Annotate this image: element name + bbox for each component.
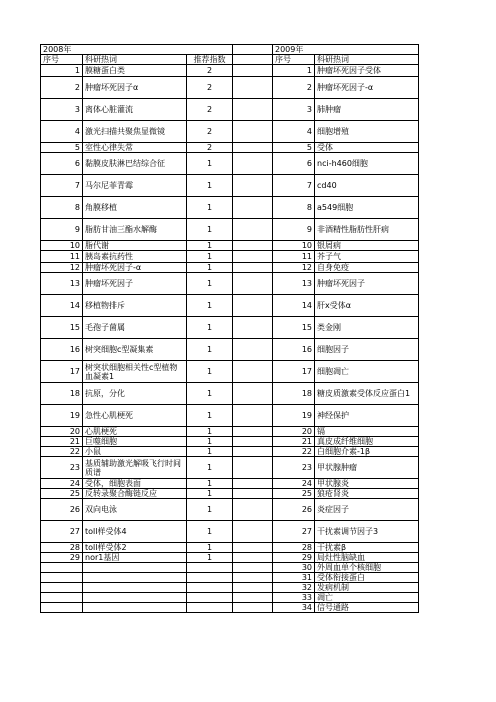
- left-index-cell[interactable]: 5: [41, 143, 83, 153]
- right-index-cell[interactable]: 20: [273, 427, 315, 437]
- table-row: [41, 437, 419, 447]
- right-term-cell[interactable]: 芥子气: [315, 251, 419, 263]
- table-row: [41, 143, 419, 153]
- left-term-header[interactable]: 科研热词: [83, 55, 187, 65]
- left-term-cell[interactable]: [83, 563, 187, 573]
- table-row: [41, 153, 419, 175]
- left-count-cell[interactable]: 2: [187, 77, 233, 99]
- left-count-cell[interactable]: 1: [187, 499, 233, 521]
- right-index-cell[interactable]: 29: [273, 553, 315, 563]
- left-index-cell[interactable]: 8: [41, 197, 83, 219]
- left-term-cell[interactable]: 脂肪甘油三酯水解酶: [83, 219, 187, 241]
- gap-cell: [233, 219, 273, 241]
- right-term-cell[interactable]: 局灶性脑缺血: [315, 553, 419, 563]
- left-index-cell[interactable]: [41, 603, 83, 613]
- left-term-cell[interactable]: 黏膜皮肤淋巴结综合征: [83, 153, 187, 175]
- left-count-cell[interactable]: 1: [187, 197, 233, 219]
- right-index-cell[interactable]: 13: [273, 273, 315, 295]
- table-row: [41, 263, 419, 273]
- left-term-cell[interactable]: 双向电泳: [83, 499, 187, 521]
- left-term-cell[interactable]: 角膜移植: [83, 197, 187, 219]
- left-count-cell[interactable]: 1: [187, 241, 233, 251]
- header-row: [41, 55, 419, 65]
- right-index-cell[interactable]: 24: [273, 479, 315, 489]
- left-index-cell[interactable]: 19: [41, 405, 83, 427]
- gap-cell: [233, 77, 273, 99]
- table-row: [41, 77, 419, 99]
- gap-cell: [233, 263, 273, 273]
- right-index-cell[interactable]: 8: [273, 197, 315, 219]
- left-index-cell[interactable]: 13: [41, 273, 83, 295]
- left-index-cell[interactable]: 25: [41, 489, 83, 499]
- right-term-cell[interactable]: 干扰素调节因子3: [315, 521, 419, 543]
- left-count-cell[interactable]: [187, 603, 233, 613]
- right-term-cell[interactable]: 细胞因子: [315, 339, 419, 361]
- table-row: [41, 489, 419, 499]
- gap-cell: [233, 153, 273, 175]
- table-row: [41, 219, 419, 241]
- left-count-cell[interactable]: 1: [187, 457, 233, 479]
- year-row: [41, 45, 419, 55]
- table-row: [41, 457, 419, 479]
- gap-cell: [233, 121, 273, 143]
- right-index-cell[interactable]: 3: [273, 99, 315, 121]
- left-term-cell[interactable]: 抗原，分化: [83, 383, 187, 405]
- right-term-cell[interactable]: 甲状腺肿瘤: [315, 457, 419, 479]
- right-term-cell[interactable]: cd40: [315, 175, 419, 197]
- right-term-cell[interactable]: 细胞增殖: [315, 121, 419, 143]
- left-count-cell[interactable]: 2: [187, 121, 233, 143]
- left-index-cell[interactable]: 9: [41, 219, 83, 241]
- right-term-cell[interactable]: 肺肿瘤: [315, 99, 419, 121]
- left-count-cell[interactable]: [187, 593, 233, 603]
- right-term-cell[interactable]: 肿瘤坏死因子-α: [315, 77, 419, 99]
- right-index-cell[interactable]: 25: [273, 489, 315, 499]
- left-count-cell[interactable]: [187, 583, 233, 593]
- table-row: [41, 543, 419, 553]
- left-count-cell[interactable]: 1: [187, 361, 233, 383]
- table-row: [41, 175, 419, 197]
- left-count-cell[interactable]: 1: [187, 553, 233, 563]
- left-count-cell[interactable]: 2: [187, 99, 233, 121]
- right-index-cell[interactable]: 23: [273, 457, 315, 479]
- table-row: [41, 573, 419, 583]
- table-row: [41, 121, 419, 143]
- gap-cell: [233, 383, 273, 405]
- table-row: [41, 65, 419, 77]
- left-term-cell[interactable]: 树突状细胞相关性c型植物血凝素1: [83, 361, 187, 383]
- right-index-cell[interactable]: 6: [273, 153, 315, 175]
- right-term-cell[interactable]: 干扰素β: [315, 543, 419, 553]
- left-index-cell[interactable]: 11: [41, 251, 83, 263]
- right-term-cell[interactable]: 白细胞介素-1β: [315, 447, 419, 457]
- table-row: [41, 427, 419, 437]
- right-index-cell[interactable]: 19: [273, 405, 315, 427]
- left-term-cell[interactable]: 室性心律失常: [83, 143, 187, 153]
- left-term-cell[interactable]: 小鼠: [83, 447, 187, 457]
- right-index-cell[interactable]: 34: [273, 603, 315, 613]
- right-term-cell[interactable]: 发病机制: [315, 583, 419, 593]
- left-index-cell[interactable]: 20: [41, 427, 83, 437]
- right-index-cell[interactable]: 30: [273, 563, 315, 573]
- right-index-cell[interactable]: 14: [273, 295, 315, 317]
- left-count-cell[interactable]: 1: [187, 405, 233, 427]
- right-index-cell[interactable]: 18: [273, 383, 315, 405]
- right-term-cell[interactable]: 自身免疫: [315, 263, 419, 273]
- gap-cell: [233, 479, 273, 489]
- left-term-cell[interactable]: 离体心脏灌流: [83, 99, 187, 121]
- left-index-cell[interactable]: [41, 573, 83, 583]
- right-index-cell[interactable]: 9: [273, 219, 315, 241]
- left-index-cell[interactable]: 10: [41, 241, 83, 251]
- right-index-cell[interactable]: 31: [273, 573, 315, 583]
- right-term-cell[interactable]: 肝x受体α: [315, 295, 419, 317]
- left-term-cell[interactable]: 巨噬细胞: [83, 437, 187, 447]
- right-term-cell[interactable]: a549细胞: [315, 197, 419, 219]
- left-term-cell[interactable]: 肿瘤坏死因子-α: [83, 263, 187, 273]
- left-index-cell[interactable]: 16: [41, 339, 83, 361]
- gap-cell: [233, 543, 273, 553]
- left-index-cell[interactable]: 24: [41, 479, 83, 489]
- table-row: [41, 361, 419, 383]
- left-term-cell[interactable]: 肿瘤坏死因子: [83, 273, 187, 295]
- left-term-cell[interactable]: [83, 603, 187, 613]
- gap-cell: [233, 489, 273, 499]
- gap-cell: [233, 317, 273, 339]
- left-term-cell[interactable]: 树突细胞c型凝集素: [83, 339, 187, 361]
- table-row: [41, 479, 419, 489]
- right-index-cell[interactable]: 21: [273, 437, 315, 447]
- left-index-cell[interactable]: 3: [41, 99, 83, 121]
- right-index-cell[interactable]: 10: [273, 241, 315, 251]
- table-row: [41, 383, 419, 405]
- right-term-cell[interactable]: 甲状腺炎: [315, 479, 419, 489]
- left-count-cell[interactable]: 2: [187, 65, 233, 77]
- left-count-cell[interactable]: 1: [187, 339, 233, 361]
- year-2008-cell[interactable]: 2008年: [41, 45, 233, 55]
- left-term-cell[interactable]: 激光扫描共聚焦显微镜: [83, 121, 187, 143]
- gap-cell: [233, 251, 273, 263]
- left-index-cell[interactable]: [41, 563, 83, 573]
- right-index-cell[interactable]: 16: [273, 339, 315, 361]
- table-row: [41, 317, 419, 339]
- table-row: [41, 99, 419, 121]
- left-count-cell[interactable]: 1: [187, 447, 233, 457]
- right-index-cell[interactable]: 22: [273, 447, 315, 457]
- right-index-cell[interactable]: 28: [273, 543, 315, 553]
- gap-cell: [233, 563, 273, 573]
- gap-cell: [233, 99, 273, 121]
- right-index-cell[interactable]: 12: [273, 263, 315, 273]
- left-count-header[interactable]: 推荐指数: [187, 55, 233, 65]
- left-term-cell[interactable]: [83, 583, 187, 593]
- left-count-cell[interactable]: 1: [187, 273, 233, 295]
- right-term-header[interactable]: 科研热词: [315, 55, 419, 65]
- left-term-cell[interactable]: nor1基因: [83, 553, 187, 563]
- left-index-cell[interactable]: 22: [41, 447, 83, 457]
- table-row: [41, 499, 419, 521]
- right-term-cell[interactable]: 神经保护: [315, 405, 419, 427]
- gap-cell: [233, 521, 273, 543]
- left-term-cell[interactable]: [83, 573, 187, 583]
- gap-cell: [233, 55, 273, 65]
- right-term-cell[interactable]: 炎症因子: [315, 499, 419, 521]
- table-row: [41, 521, 419, 543]
- gap-cell: [233, 339, 273, 361]
- table-row: [41, 339, 419, 361]
- table-row: [41, 405, 419, 427]
- left-count-cell[interactable]: 1: [187, 295, 233, 317]
- left-term-cell[interactable]: 肿瘤坏死因子α: [83, 77, 187, 99]
- table-row: [41, 197, 419, 219]
- right-index-cell[interactable]: 32: [273, 583, 315, 593]
- left-count-cell[interactable]: 1: [187, 219, 233, 241]
- left-count-cell[interactable]: [187, 573, 233, 583]
- gap-cell: [233, 273, 273, 295]
- table-row: [41, 295, 419, 317]
- right-term-cell[interactable]: 外周血单个核细胞: [315, 563, 419, 573]
- gap-cell: [233, 295, 273, 317]
- table-row: [41, 241, 419, 251]
- left-index-cell[interactable]: 15: [41, 317, 83, 339]
- right-term-cell[interactable]: 受体: [315, 143, 419, 153]
- left-index-cell[interactable]: 1: [41, 65, 83, 77]
- right-term-cell[interactable]: 凋亡: [315, 593, 419, 603]
- table-row: [41, 251, 419, 263]
- left-count-cell[interactable]: 1: [187, 437, 233, 447]
- right-term-cell[interactable]: 真皮成纤维细胞: [315, 437, 419, 447]
- right-index-cell[interactable]: 2: [273, 77, 315, 99]
- table-row: [41, 447, 419, 457]
- left-count-cell[interactable]: 1: [187, 251, 233, 263]
- left-count-cell[interactable]: 1: [187, 263, 233, 273]
- table-row: [41, 273, 419, 295]
- left-count-cell[interactable]: 1: [187, 479, 233, 489]
- left-index-cell[interactable]: 17: [41, 361, 83, 383]
- left-count-cell[interactable]: 1: [187, 489, 233, 499]
- left-index-cell[interactable]: 4: [41, 121, 83, 143]
- right-term-cell[interactable]: 肿瘤坏死因子: [315, 273, 419, 295]
- right-term-cell[interactable]: 细胞凋亡: [315, 361, 419, 383]
- right-index-cell[interactable]: 11: [273, 251, 315, 263]
- right-index-cell[interactable]: 5: [273, 143, 315, 153]
- gap-cell: [233, 447, 273, 457]
- left-term-cell[interactable]: 反转录聚合酶链反应: [83, 489, 187, 499]
- gap-cell: [233, 45, 273, 55]
- gap-cell: [233, 405, 273, 427]
- left-index-cell[interactable]: 29: [41, 553, 83, 563]
- gap-cell: [233, 143, 273, 153]
- left-count-cell[interactable]: 1: [187, 383, 233, 405]
- left-index-cell[interactable]: 28: [41, 543, 83, 553]
- left-index-cell[interactable]: 27: [41, 521, 83, 543]
- left-count-cell[interactable]: 1: [187, 175, 233, 197]
- left-index-cell[interactable]: 23: [41, 457, 83, 479]
- left-index-header[interactable]: 序号: [41, 55, 83, 65]
- table-row: [41, 593, 419, 603]
- left-term-cell[interactable]: 移植物排斥: [83, 295, 187, 317]
- right-term-cell[interactable]: nci-h460细胞: [315, 153, 419, 175]
- left-term-cell[interactable]: [83, 593, 187, 603]
- left-index-cell[interactable]: 14: [41, 295, 83, 317]
- right-index-cell[interactable]: 4: [273, 121, 315, 143]
- left-term-cell[interactable]: 基质辅助激光解吸飞行时间质谱: [83, 457, 187, 479]
- gap-cell: [233, 603, 273, 613]
- gap-cell: [233, 457, 273, 479]
- gap-cell: [233, 437, 273, 447]
- right-index-cell[interactable]: 27: [273, 521, 315, 543]
- left-term-cell[interactable]: 心肌梗死: [83, 427, 187, 437]
- gap-cell: [233, 553, 273, 563]
- right-term-cell[interactable]: 肿瘤坏死因子受体: [315, 65, 419, 77]
- left-term-cell[interactable]: 膜糖蛋白类: [83, 65, 187, 77]
- gap-cell: [233, 65, 273, 77]
- left-count-cell[interactable]: 1: [187, 521, 233, 543]
- right-term-cell[interactable]: 类金刚: [315, 317, 419, 339]
- right-term-cell[interactable]: 狼疮肾炎: [315, 489, 419, 499]
- right-term-cell[interactable]: 银屑病: [315, 241, 419, 251]
- left-index-cell[interactable]: [41, 583, 83, 593]
- left-count-cell[interactable]: 2: [187, 143, 233, 153]
- left-term-cell[interactable]: toll样受体2: [83, 543, 187, 553]
- left-count-cell[interactable]: 1: [187, 427, 233, 437]
- left-term-cell[interactable]: 毛孢子菌属: [83, 317, 187, 339]
- gap-cell: [233, 427, 273, 437]
- left-count-cell[interactable]: 1: [187, 153, 233, 175]
- gap-cell: [233, 593, 273, 603]
- gap-cell: [233, 197, 273, 219]
- left-index-cell[interactable]: 12: [41, 263, 83, 273]
- gap-cell: [233, 175, 273, 197]
- left-index-cell[interactable]: [41, 593, 83, 603]
- year-2009-cell[interactable]: 2009年: [273, 45, 419, 55]
- left-term-cell[interactable]: toll样受体4: [83, 521, 187, 543]
- left-count-cell[interactable]: 1: [187, 317, 233, 339]
- left-count-cell[interactable]: 1: [187, 543, 233, 553]
- left-index-cell[interactable]: 2: [41, 77, 83, 99]
- table-row: [41, 563, 419, 573]
- left-term-cell[interactable]: 马尔尼菲青霉: [83, 175, 187, 197]
- right-index-header[interactable]: 序号: [273, 55, 315, 65]
- left-index-cell[interactable]: 26: [41, 499, 83, 521]
- left-index-cell[interactable]: 21: [41, 437, 83, 447]
- left-index-cell[interactable]: 18: [41, 383, 83, 405]
- gap-cell: [233, 573, 273, 583]
- table-row: [41, 603, 419, 613]
- left-count-cell[interactable]: [187, 563, 233, 573]
- right-term-cell[interactable]: 非酒精性脂肪性肝病: [315, 219, 419, 241]
- gap-cell: [233, 241, 273, 251]
- right-term-cell[interactable]: 镉: [315, 427, 419, 437]
- right-term-cell[interactable]: 信号通路: [315, 603, 419, 613]
- left-term-cell[interactable]: 脂代谢: [83, 241, 187, 251]
- hot-terms-sheet: [40, 44, 419, 613]
- left-term-cell[interactable]: 急性心肌梗死: [83, 405, 187, 427]
- right-index-cell[interactable]: 33: [273, 593, 315, 603]
- right-index-cell[interactable]: 7: [273, 175, 315, 197]
- right-term-cell[interactable]: 糖皮质激素受体反应蛋白1: [315, 383, 419, 405]
- gap-cell: [233, 583, 273, 593]
- right-term-cell[interactable]: 受体衔接蛋白: [315, 573, 419, 583]
- left-index-cell[interactable]: 6: [41, 153, 83, 175]
- table-row: [41, 583, 419, 593]
- right-index-cell[interactable]: 26: [273, 499, 315, 521]
- left-term-cell[interactable]: 受体，细胞表面: [83, 479, 187, 489]
- gap-cell: [233, 361, 273, 383]
- table-row: [41, 553, 419, 563]
- right-index-cell[interactable]: 17: [273, 361, 315, 383]
- right-index-cell[interactable]: 15: [273, 317, 315, 339]
- right-index-cell[interactable]: 1: [273, 65, 315, 77]
- left-index-cell[interactable]: 7: [41, 175, 83, 197]
- gap-cell: [233, 499, 273, 521]
- left-term-cell[interactable]: 胰岛素抗药性: [83, 251, 187, 263]
